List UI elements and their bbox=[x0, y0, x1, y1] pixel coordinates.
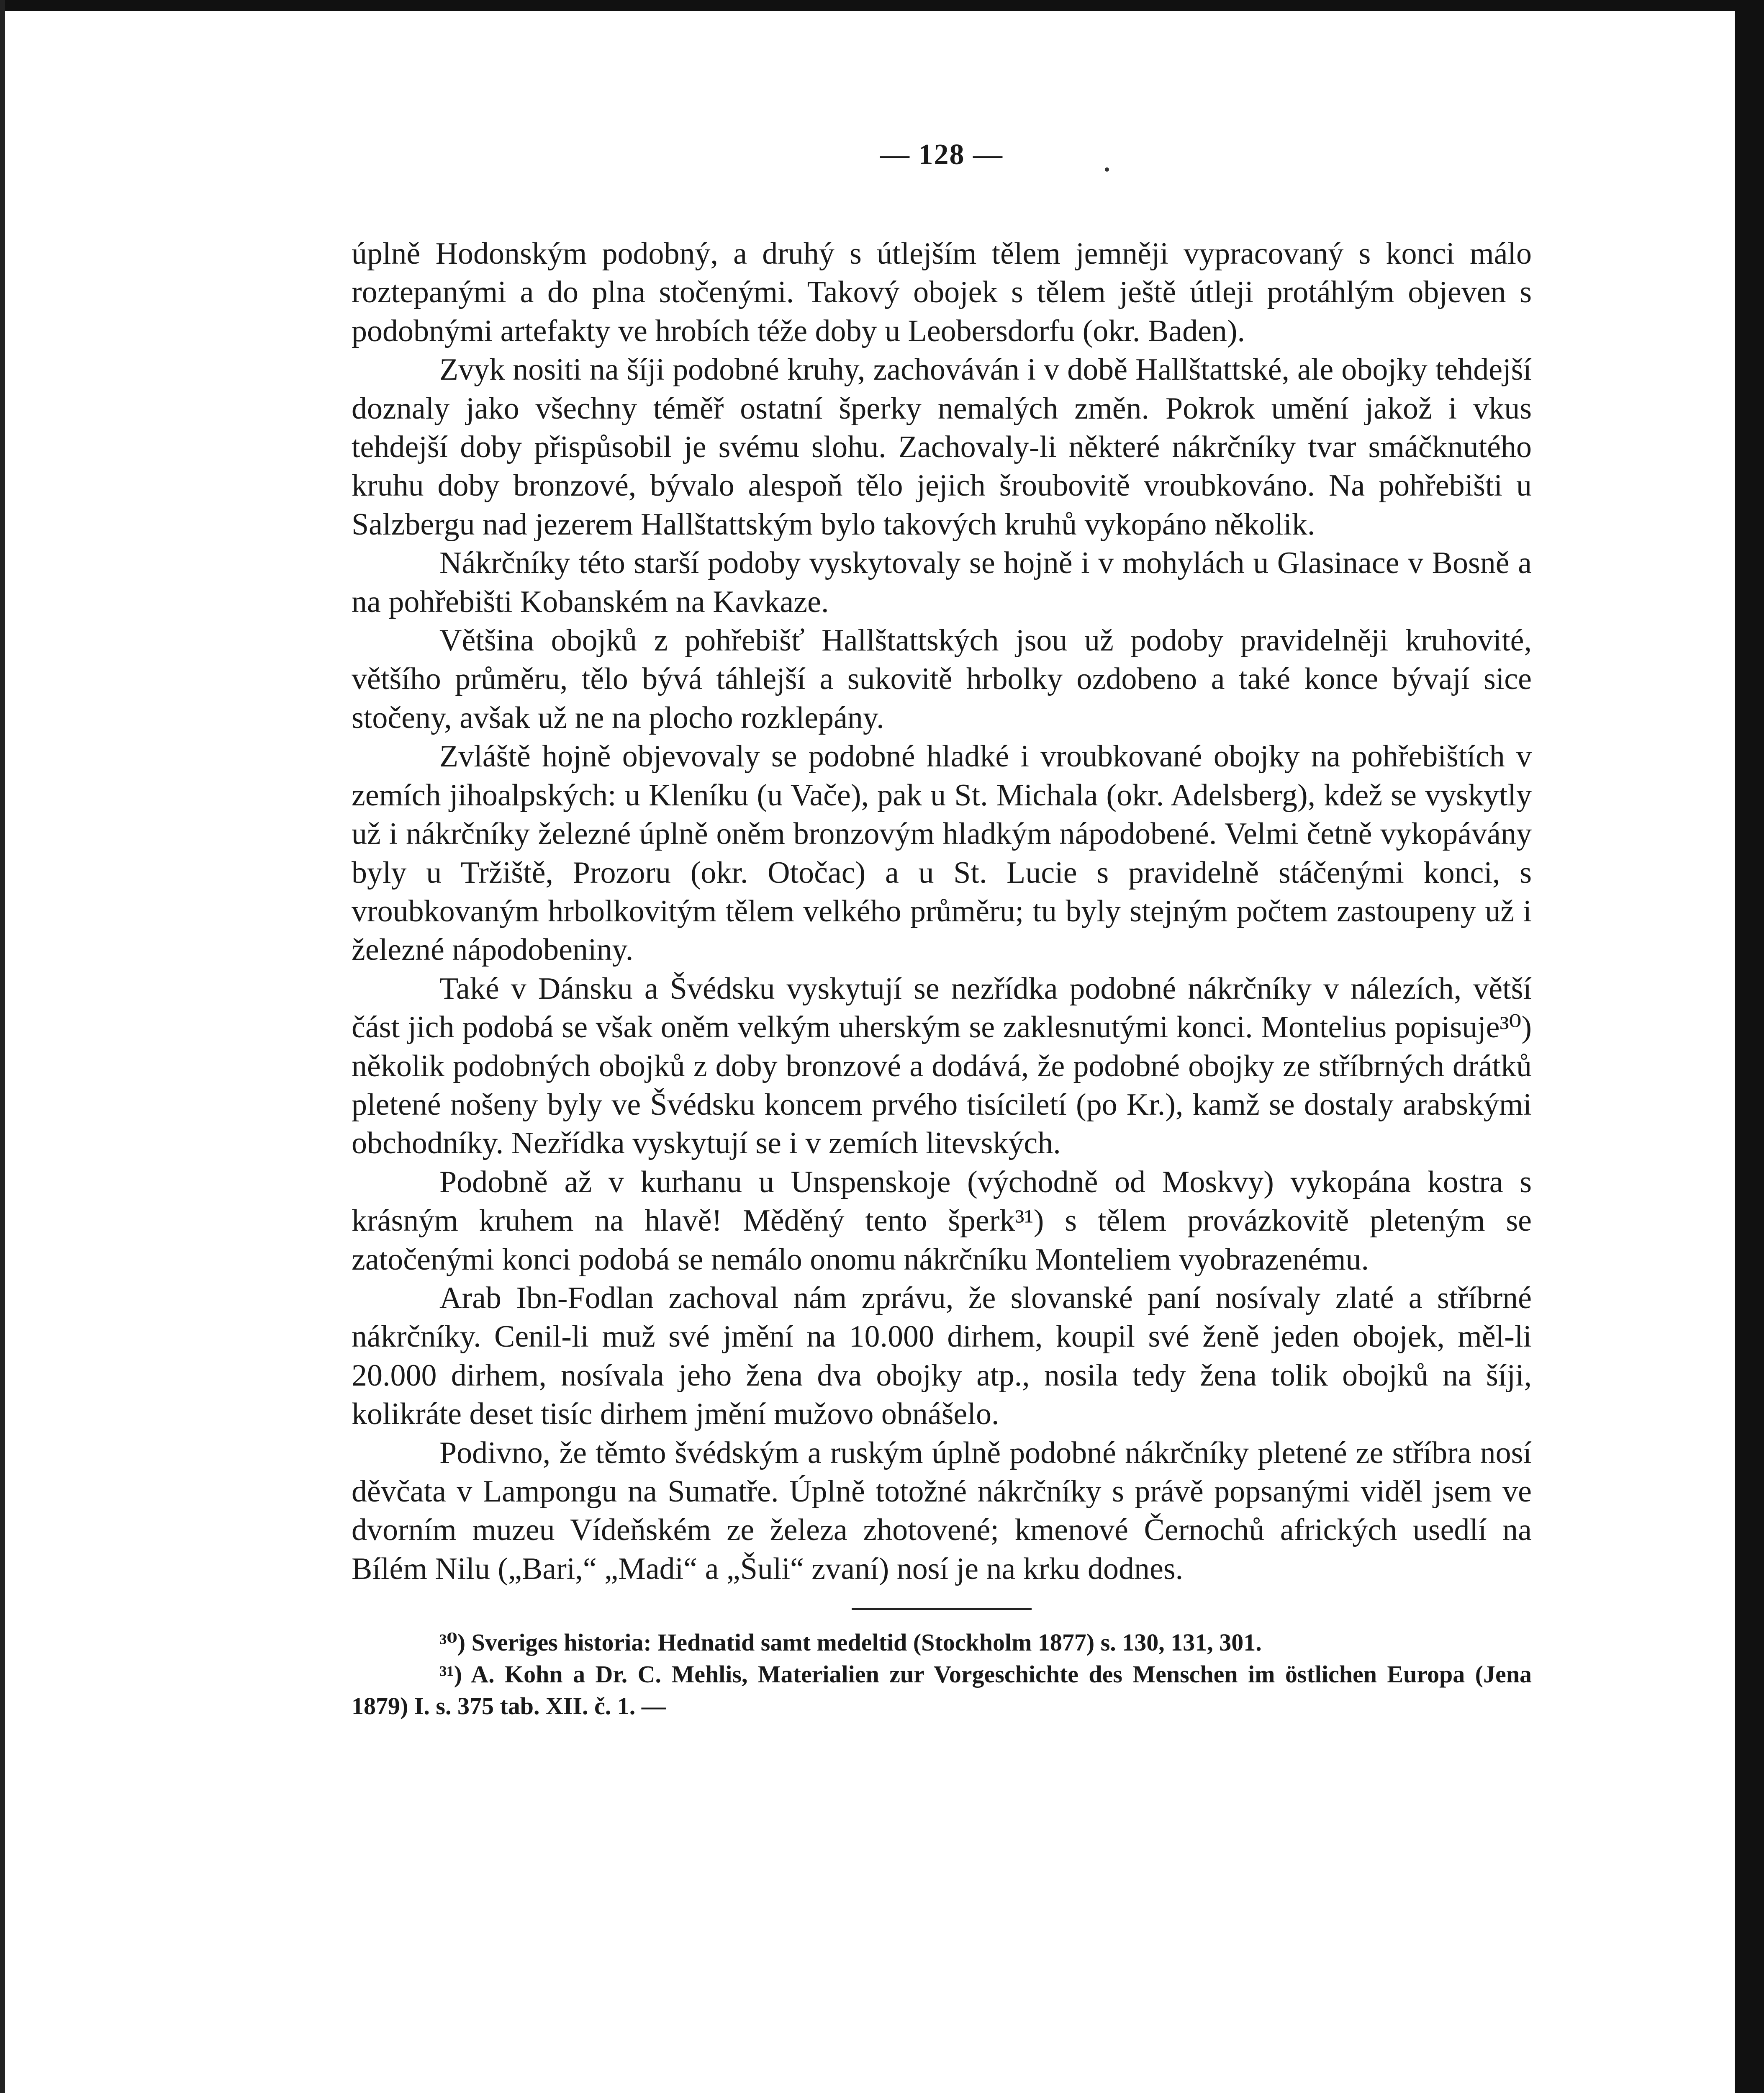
scan-border-right bbox=[1735, 0, 1764, 2093]
paragraph-1: úplně Hodonským podobný, a druhý s útlejším tělem jemněji vypracovaný s konci málo roztepanými a do plna stočenými. Takový obojek s tělem ještě útleji protáhlým objeven s podobnými artefakty ve hrobích téže doby u Leobersdorfu (okr. Baden). bbox=[352, 237, 1532, 348]
paragraph-5: Zvláště hojně objevovaly se podobné hladké i vroubkované obojky na pohřebištích v zemích jihoalpských: u Kleníku (u Vače), pak u St. Michala (okr. Adelsberg), kdež se vyskytly už i nákrčníky železné úplně oněm bronzovým hladkým nápodobené. Velmi četně vykopávány byly u Tržiště, Prozoru (okr. Otočac) a u St. Lucie s pravidelně stáčenými konci, s vroubkovaným hrbolkovitým tělem velkého průměru; tu byly stejným počtem zastoupeny už i železné nápodobeniny. bbox=[352, 739, 1532, 967]
paragraph-4: Většina obojků z pohřebišť Hallštattských jsou už podoby pravidelněji kruhovité, většího průměru, tělo bývá táhlejší a sukovitě hrbolky ozdobeno a také konce bývají sice stočeny, avšak už ne na plocho rozklepány. bbox=[352, 623, 1532, 735]
paragraph-6: Také v Dánsku a Švédsku vyskytují se nezřídka podobné nákrčníky v nálezích, větší část jich podobá se však oněm velkým uherským se zaklesnutými konci. Montelius popisuje³⁰) několik podobných obojků z doby bronzové a dodává, že podobné obojky ze stříbrných drátků pletené nošeny byly ve Švédsku koncem prvého tisíciletí (po Kr.), kamž se dostaly arabskými obchodníky. Nezřídka vyskytují se i v zemích litevských. bbox=[352, 971, 1532, 1161]
footnote-divider bbox=[852, 1608, 1032, 1610]
footnotes bbox=[352, 1627, 1532, 1722]
scan-border-top bbox=[0, 0, 1764, 11]
paragraph-9: Podivno, že těmto švédským a ruským úplně podobné nákrčníky pletené ze stříbra nosí děvčata v Lampongu na Sumatře. Úplně totožné nákrčníky s právě popsanými viděl jsem ve dvorním muzeu Vídeňském ze železa zhotovené; kmenové Černochů afrických usedlí na Bílém Nilu („Bari,“ „Madi“ a „Šuli“ zvaní) nosí je na krku dodnes. bbox=[352, 1435, 1532, 1586]
scan-speck bbox=[1105, 167, 1109, 172]
document-page bbox=[352, 138, 1532, 1722]
paragraph-7: Podobně až v kurhanu u Unspenskoje (východně od Moskvy) vykopána kostra s krásným kruhem na hlavě! Měděný tento šperk³¹) s tělem provázkovitě pleteným se zatočenými konci podobá se nemálo onomu nákrčníku Monteliem vyobrazenému. bbox=[352, 1165, 1532, 1277]
footnote-31: ³¹) A. Kohn a Dr. C. Mehlis, Materialien zur Vorgeschichte des Menschen im östlichen Europa (Jena 1879) I. s. 375 tab. XII. č. 1. — bbox=[352, 1661, 1532, 1720]
paragraph-2: Zvyk nositi na šíji podobné kruhy, zachováván i v době Hallštattské, ale obojky tehdejší doznaly jako všechny téměř ostatní šperky nemalých změn. Pokrok umění jakož i vkus tehdejší doby přispůsobil je svému slohu. Zachovaly-li některé nákrčníky tvar smáčknutého kruhu doby bronzové, bývalo alespoň tělo jejich šroubovitě vroubkováno. Na pohřebišti u Salzbergu nad jezerem Hallštattským bylo takových kruhů vykopáno několik. bbox=[352, 352, 1532, 542]
paragraph-8: Arab Ibn-Fodlan zachoval nám zprávu, že slovanské paní nosívaly zlaté a stříbrné nákrčníky. Cenil-li muž své jmění na 10.000 dirhem, koupil své ženě jeden obojek, měl-li 20.000 dirhem, nosívala jeho žena dva obojky atp., nosila tedy žena tolik obojků na šíji, kolikráte deset tisíc dirhem jmění mužovo obnášelo. bbox=[352, 1280, 1532, 1432]
footnote-30: ³⁰) Sveriges historia: Hednatid samt medeltid (Stockholm 1877) s. 130, 131, 301. bbox=[439, 1629, 1262, 1656]
scan-border-left bbox=[0, 0, 5, 2093]
body-text bbox=[352, 234, 1532, 1588]
paragraph-3: Nákrčníky této starší podoby vyskytovaly se hojně i v mohylách u Glasinace v Bosně a na pohřebišti Kobanském na Kavkaze. bbox=[352, 546, 1532, 619]
page-number: — 128 — bbox=[880, 139, 1003, 171]
